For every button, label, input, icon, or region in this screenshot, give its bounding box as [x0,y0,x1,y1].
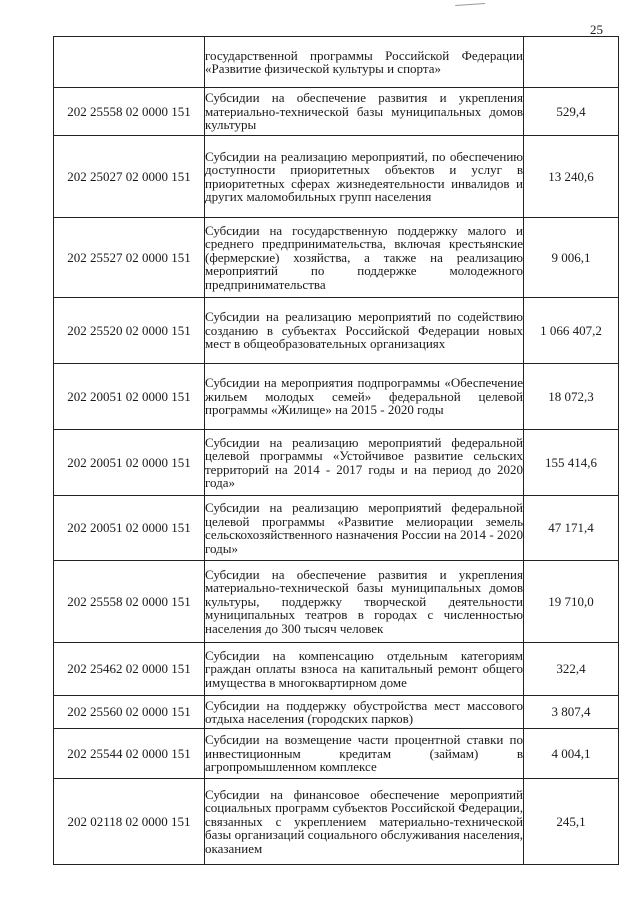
budget-code: 202 25027 02 0000 151 [54,136,205,218]
table-row [54,364,619,430]
amount: 155 414,6 [524,430,619,496]
budget-code: 202 25462 02 0000 151 [54,643,205,696]
table-row [54,298,619,364]
subsidy-description: Субсидии на обеспечение развития и укрепления материально-технической базы муниципальных домов культуры, поддержку творческой деятельности муниципальных театров в городах с численностью населения до 300 тысяч человек [205,561,524,643]
table-row [54,496,619,561]
table-row [54,561,619,643]
budget-code: 202 20051 02 0000 151 [54,430,205,496]
amount: 18 072,3 [524,364,619,430]
budget-code: 202 25527 02 0000 151 [54,218,205,298]
page-number: 25 [590,22,603,37]
budget-code: 202 25544 02 0000 151 [54,729,205,779]
amount: 4 004,1 [524,729,619,779]
scan-mark [455,0,485,6]
table-row [54,430,619,496]
amount: 13 240,6 [524,136,619,218]
subsidy-description: Субсидии на реализацию мероприятий по содействию созданию в субъектах Российской Федерации новых мест в общеобразовательных организациях [205,298,524,364]
subsidy-description: Субсидии на мероприятия подпрограммы «Обеспечение жильем молодых семей» федеральной целевой программы «Жилище» на 2015 - 2020 годы [205,364,524,430]
table-row [54,37,619,88]
subsidy-description: Субсидии на реализацию мероприятий, по обеспечению доступности приоритетных объектов и услуг в приоритетных сферах жизнедеятельности инвалидов и других маломобильных групп населения [205,136,524,218]
subsidy-description: Субсидии на государственную поддержку малого и среднего предпринимательства, включая крестьянские (фермерские) хозяйства, а также на реализацию мероприятий по поддержке молодежного предпринимательства [205,218,524,298]
amount: 245,1 [524,779,619,865]
budget-code: 202 25558 02 0000 151 [54,88,205,136]
budget-code: 202 25558 02 0000 151 [54,561,205,643]
budget-code [54,37,205,88]
table-row [54,643,619,696]
subsidy-description: Субсидии на возмещение части процентной ставки по инвестиционным кредитам (займам) в агропромышленном комплексе [205,729,524,779]
budget-table [53,36,619,865]
amount: 9 006,1 [524,218,619,298]
amount: 19 710,0 [524,561,619,643]
table-row [54,88,619,136]
table-row [54,218,619,298]
subsidy-description: Субсидии на реализацию мероприятий федеральной целевой программы «Развитие мелиорации земель сельскохозяйственного назначения России на 2014 - 2020 годы» [205,496,524,561]
subsidy-description: Субсидии на финансовое обеспечение мероприятий социальных программ субъектов Российской Федерации, связанных с укреплением материально-технической базы организаций социального обслуживания населения, оказанием [205,779,524,865]
subsidy-description: Субсидии на реализацию мероприятий федеральной целевой программы «Устойчивое развитие сельских территорий на 2014 - 2017 годы и на период до 2020 года» [205,430,524,496]
subsidy-description: Субсидии на компенсацию отдельным категориям граждан оплаты взноса на капитальный ремонт общего имущества в многоквартирном доме [205,643,524,696]
amount: 322,4 [524,643,619,696]
budget-code: 202 25520 02 0000 151 [54,298,205,364]
table-row [54,136,619,218]
subsidy-description: Субсидии на обеспечение развития и укрепления материально-технической базы муниципальных домов культуры [205,88,524,136]
amount: 529,4 [524,88,619,136]
table-row [54,779,619,865]
amount: 3 807,4 [524,696,619,729]
amount: 1 066 407,2 [524,298,619,364]
budget-code: 202 02118 02 0000 151 [54,779,205,865]
subsidy-description: Субсидии на поддержку обустройства мест массового отдыха населения (городских парков) [205,696,524,729]
amount: 47 171,4 [524,496,619,561]
table-row [54,696,619,729]
subsidy-description: государственной программы Российской Федерации «Развитие физической культуры и спорта» [205,37,524,88]
table-row [54,729,619,779]
amount [524,37,619,88]
budget-code: 202 25560 02 0000 151 [54,696,205,729]
budget-code: 202 20051 02 0000 151 [54,496,205,561]
budget-code: 202 20051 02 0000 151 [54,364,205,430]
